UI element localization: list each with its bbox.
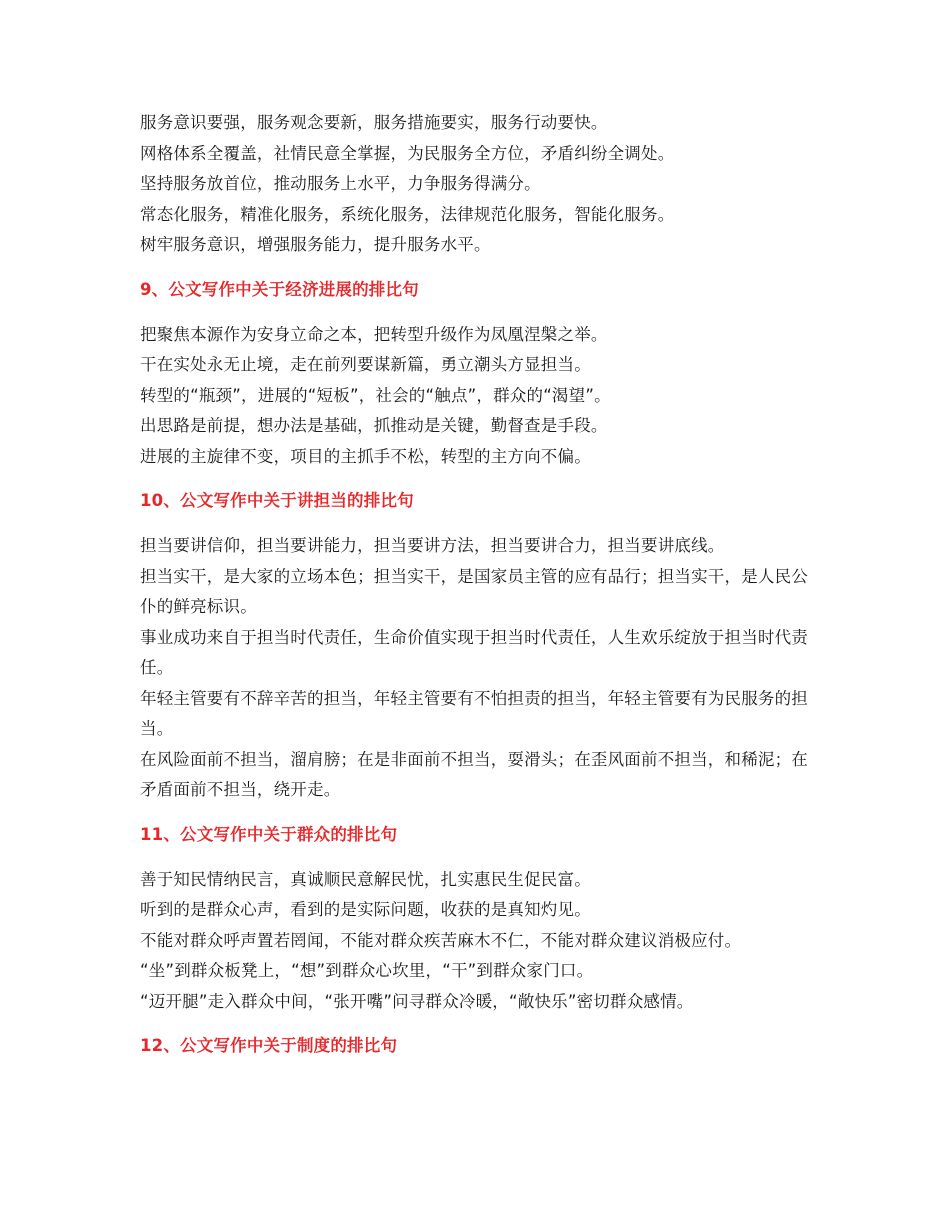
paragraph-line: 担当要讲信仰，担当要讲能力，担当要讲方法，担当要讲合力，担当要讲底线。 <box>140 536 725 555</box>
section-heading: 9、公文写作中关于经济进展的排比句 <box>140 279 419 299</box>
paragraph-line: 服务意识要强，服务观念要新，服务措施要实，服务行动要快。 <box>140 113 608 132</box>
section-heading: 10、公文写作中关于讲担当的排比句 <box>140 491 414 510</box>
paragraph-line: 事业成功来自于担当时代责任，生命价值实现于担当时代责任，人生欢乐绽放于担当时代责任。 <box>140 627 808 677</box>
paragraph-line: 转型的“瓶颈”，进展的“短板”，社会的“触点”，群众的“渴望”。 <box>140 385 611 405</box>
section-heading: 11、公文写作中关于群众的排比句 <box>140 824 398 844</box>
paragraph-line: 善于知民情纳民言，真诚顺民意解民忧，扎实惠民生促民富。 <box>140 869 591 889</box>
section-masses <box>140 820 810 1018</box>
paragraph-line: 树牢服务意识，增强服务能力，提升服务水平。 <box>140 235 491 254</box>
paragraph-line: 网格体系全覆盖，社情民意全掌握，为民服务全方位，矛盾纠纷全调处。 <box>140 143 675 163</box>
paragraph-line: 出思路是前提，想办法是基础，抓推动是关键，勤督查是手段。 <box>140 416 608 435</box>
paragraph-line: 担当实干，是大家的立场本色；担当实干，是国家员主管的应有品行；担当实干，是人民公仆的鲜亮标识。 <box>140 566 808 616</box>
section-heading: 12、公文写作中关于制度的排比句 <box>140 1036 398 1055</box>
paragraph-line: 在风险面前不担当，溜肩膀；在是非面前不担当，耍滑头；在歪风面前不担当，和稀泥；在矛盾面前不担当，绕开走。 <box>140 749 808 799</box>
paragraph-line: “迈开腿”走入群众中间，“张开嘴”问寻群众冷暖，“敞快乐”密切群众感情。 <box>140 991 694 1011</box>
paragraph-line: 常态化服务，精准化服务，系统化服务，法律规范化服务，智能化服务。 <box>140 204 675 224</box>
paragraph-line: 把聚焦本源作为安身立命之本，把转型升级作为凤凰涅槃之举。 <box>140 324 608 344</box>
document-body <box>140 108 810 1076</box>
paragraph-line: “坐”到群众板凳上，“想”到群众心坎里，“干”到群众家门口。 <box>140 961 594 980</box>
paragraph-line: 进展的主旋律不变，项目的主抓手不松，转型的主方向不偏。 <box>140 446 591 466</box>
paragraph-line: 干在实处永无止境，走在前列要谋新篇，勇立潮头方显担当。 <box>140 355 591 374</box>
section-system <box>140 1031 810 1061</box>
section-responsibility <box>140 486 810 806</box>
paragraph-line: 坚持服务放首位，推动服务上水平，力争服务得满分。 <box>140 174 541 193</box>
intro-block <box>140 108 810 261</box>
paragraph-line: 听到的是群众心声，看到的是实际问题，收获的是真知灼见。 <box>140 900 591 919</box>
paragraph-line: 年轻主管要有不辞辛苦的担当，年轻主管要有不怕担责的担当，年轻主管要有为民服务的担当。 <box>140 688 808 738</box>
section-economy <box>140 275 810 473</box>
paragraph-line: 不能对群众呼声置若罔闻，不能对群众疾苦麻木不仁，不能对群众建议消极应付。 <box>140 930 742 950</box>
